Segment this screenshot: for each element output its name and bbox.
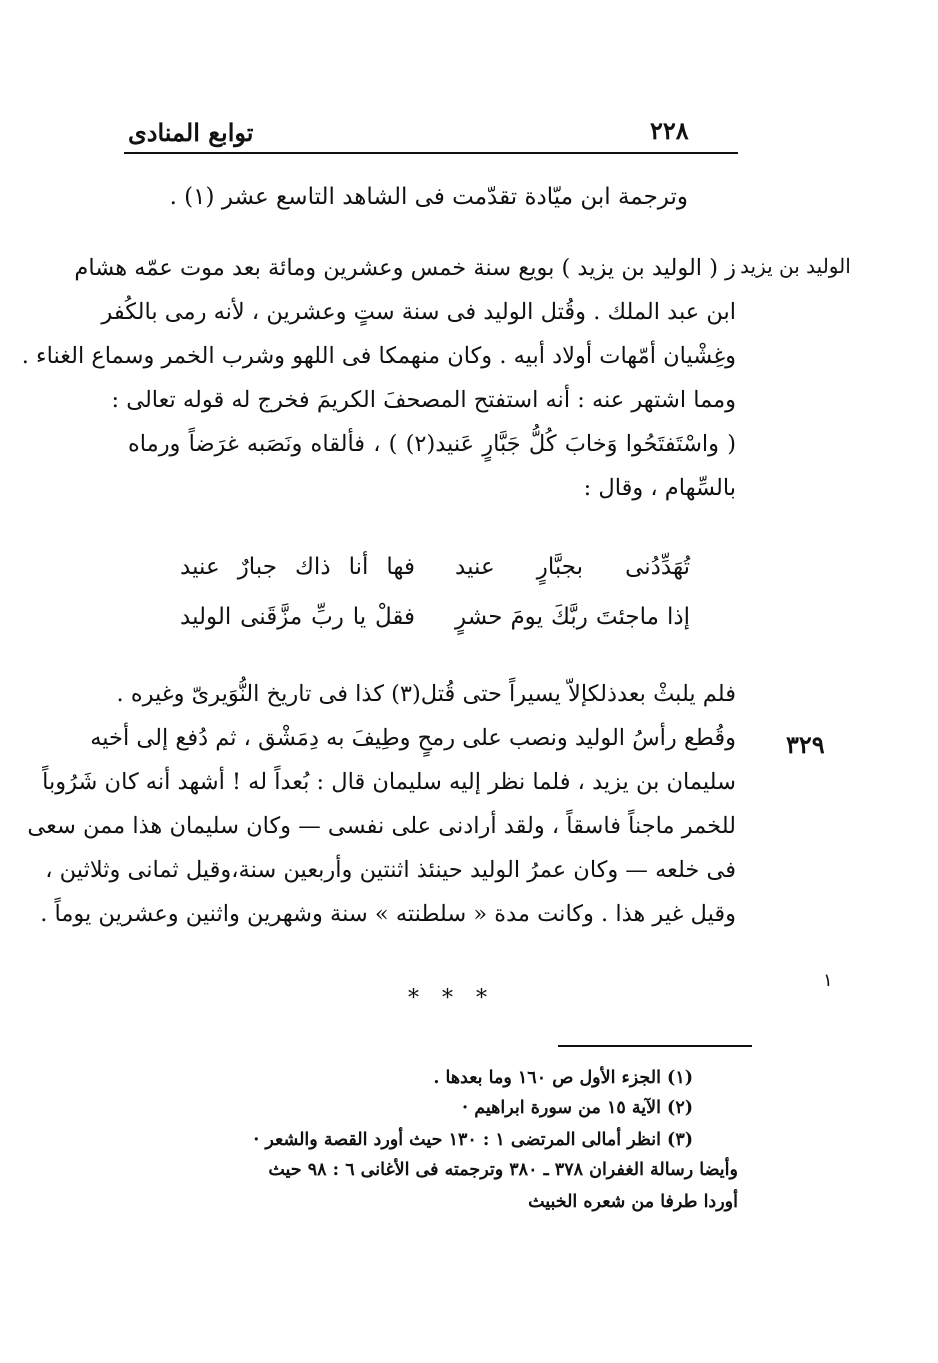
body-line: وقُطع رأسُ الوليد ونصب على رمحٍ وطِيفَ به دِمَشْق ، ثم دُفع إلى أخيه xyxy=(90,725,736,751)
footnote-3: (٣) انظر أمالى المرتضى ١ : ١٣٠ حيث أورد القصة والشعر · xyxy=(253,1130,693,1150)
body-line: ابن عبد الملك . وقُتل الوليد فى سنة ستٍ وعشرين ، لأنه رمى بالكُفر xyxy=(101,299,736,325)
body-line: وقيل غير هذا . وكانت مدة « سلطنته » سنة وشهرين واثنين وعشرين يوماً . xyxy=(40,901,736,927)
verse-first-hemistich: تُهَدِّدُنى بجبَّارٍ عنيد xyxy=(455,554,690,580)
page-number: ٢٢٨ xyxy=(650,116,689,145)
margin-entry-name: الوليد بن يزيد xyxy=(740,254,851,278)
footnote-3-cont: وأيضا رسالة الغفران ٣٧٨ ـ ٣٨٠ وترجمته فى الأغانى ٦ : ٩٨ حيث xyxy=(268,1160,738,1180)
header-rule xyxy=(124,152,738,154)
body-line: للخمر ماجناً فاسقاً ، ولقد أرادنى على نفسى — وكان سليمان هذا ممن سعى xyxy=(27,813,736,839)
footnote-3-cont: أوردا طرفا من شعره الخبيث xyxy=(528,1192,738,1212)
intro-line: وترجمة ابن ميّادة تقدّمت فى الشاهد التاسع عشر (١) . xyxy=(169,184,688,210)
verse-line xyxy=(180,542,690,592)
footnote-rule xyxy=(558,1045,752,1047)
verse-first-hemistich: إذا ماجئتَ ربَّكَ يومَ حشرٍ xyxy=(455,604,690,630)
paragraph-death xyxy=(27,672,736,936)
section-separator: * * * xyxy=(408,986,495,1011)
paragraph-biography xyxy=(21,246,736,510)
verse-line xyxy=(180,592,690,642)
footnote-2: (٢) الآية ١٥ من سورة ابراهيم · xyxy=(462,1098,693,1118)
margin-entry-number: ٣٢٩ xyxy=(786,730,825,759)
verse-block xyxy=(180,542,690,642)
body-line: بالسِّهام ، وقال : xyxy=(583,475,736,501)
margin-mark: ١ xyxy=(823,970,833,991)
body-line: وغِشْيان أمّهات أولاد أبيه . وكان منهمكا فى اللهو وشرب الخمر وسماع الغناء . xyxy=(21,343,736,369)
verse-second-hemistich: فها أنا ذاك جبارٌ عنيد xyxy=(180,554,415,580)
body-line: فى خلعه — وكان عمرُ الوليد حينئذ اثنتين وأربعين سنة،وقيل ثمانى وثلاثين ، xyxy=(45,857,736,883)
body-line: ( واسْتَفتَحُوا وَخابَ كُلُّ جَبَّارٍ عَنيد(٢) ) ، فألقاه ونَصَبه غرَضاً ورماه xyxy=(128,431,736,457)
body-line: فلم يلبثْ بعدذلكإلاّ يسيراً حتى قُتل(٣) كذا فى تاريخ النُّوَيرىّ وغيره . xyxy=(116,681,736,707)
body-line: ومما اشتهر عنه : أنه استفتح المصحفَ الكريمَ فخرج له قوله تعالى : xyxy=(111,387,736,413)
running-header-title: توابع المنادى xyxy=(128,118,254,147)
verse-second-hemistich: فقلْ يا ربِّ مزَّقَنى الوليد xyxy=(180,604,415,630)
footnote-1: (١) الجزء الأول ص ١٦٠ وما بعدها . xyxy=(433,1068,693,1088)
body-line: سليمان بن يزيد ، فلما نظر إليه سليمان قال : بُعداً له ! أشهد أنه كان شَرُوباً xyxy=(42,769,736,795)
body-line: ز ( الوليد بن يزيد ) بويع سنة خمس وعشرين ومائة بعد موت عمّه هشام xyxy=(74,255,736,281)
